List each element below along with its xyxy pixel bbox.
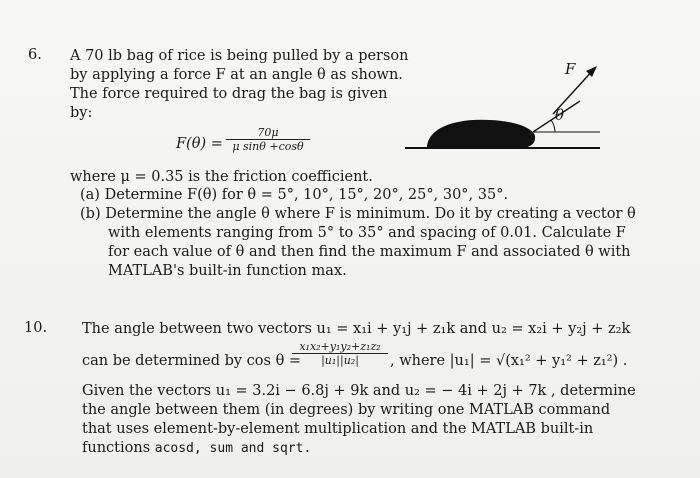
problem-10-line-4: the angle between them (in degrees) by writing one MATLAB command [82,402,611,418]
problem-6-line-1: A 70 lb bag of rice is being pulled by a person [70,48,409,64]
problem-6-line-4: by: [70,105,93,121]
bag-figure [405,58,605,168]
formula-fraction [226,126,310,153]
cos-numerator: x₁x₂+y₁y₂+z₁z₂ [292,340,388,354]
problem-6-line-2: by applying a force F at an angle θ as shown. [70,67,403,83]
problem-10-line-3: Given the vectors u₁ = 3.2i − 6.8j + 9k and u₂ = − 4i + 2j + 7k , determine [82,383,636,399]
problem-10-line-2-pre: can be determined by cos θ = [82,353,302,369]
formula-numerator: 70μ [226,126,310,140]
part-a: (a) Determine F(θ) for θ = 5°, 10°, 15°, 20°, 25°, 30°, 35°. [80,187,509,203]
part-b-line-1: (b) Determine the angle θ where F is minimum. Do it by creating a vector θ [80,206,636,222]
angle-label: θ [555,106,565,124]
part-b-line-4: MATLAB's built-in function max. [108,263,347,279]
problem-6-number: 6. [28,47,42,63]
problem-6-line-3: The force required to drag the bag is given [70,86,388,102]
rice-bag-shape [427,120,535,148]
formula-lhs: F(θ) = [176,136,223,152]
formula-denominator: μ sinθ +cosθ [232,140,304,153]
where-line: where μ = 0.35 is the friction coefficient. [70,169,373,185]
problem-10-number: 10. [24,320,48,336]
part-b-line-2: with elements ranging from 5° to 35° and spacing of 0.01. Calculate F [108,225,626,241]
problem-10-line-6-pre: functions [82,440,151,456]
problem-10-line-5: that uses element-by-element multiplication and the MATLAB built-in [82,421,594,437]
problem-10-line-2-post: , where |u₁| = √(x₁² + y₁² + z₁²) . [390,353,628,369]
part-b-line-3: for each value of θ and then find the maximum F and associated θ with [108,244,631,260]
matlab-functions: acosd, sum and sqrt. [154,441,312,456]
problem-10-line-6 [82,439,311,458]
force-label: F [565,60,576,78]
problem-10-line-1: The angle between two vectors u₁ = x₁i + y₁j + z₁k and u₂ = x₂i + y₂j + z₂k [82,321,631,337]
cos-denominator: |u₁||u₂| [321,354,359,367]
cos-fraction [292,340,388,367]
